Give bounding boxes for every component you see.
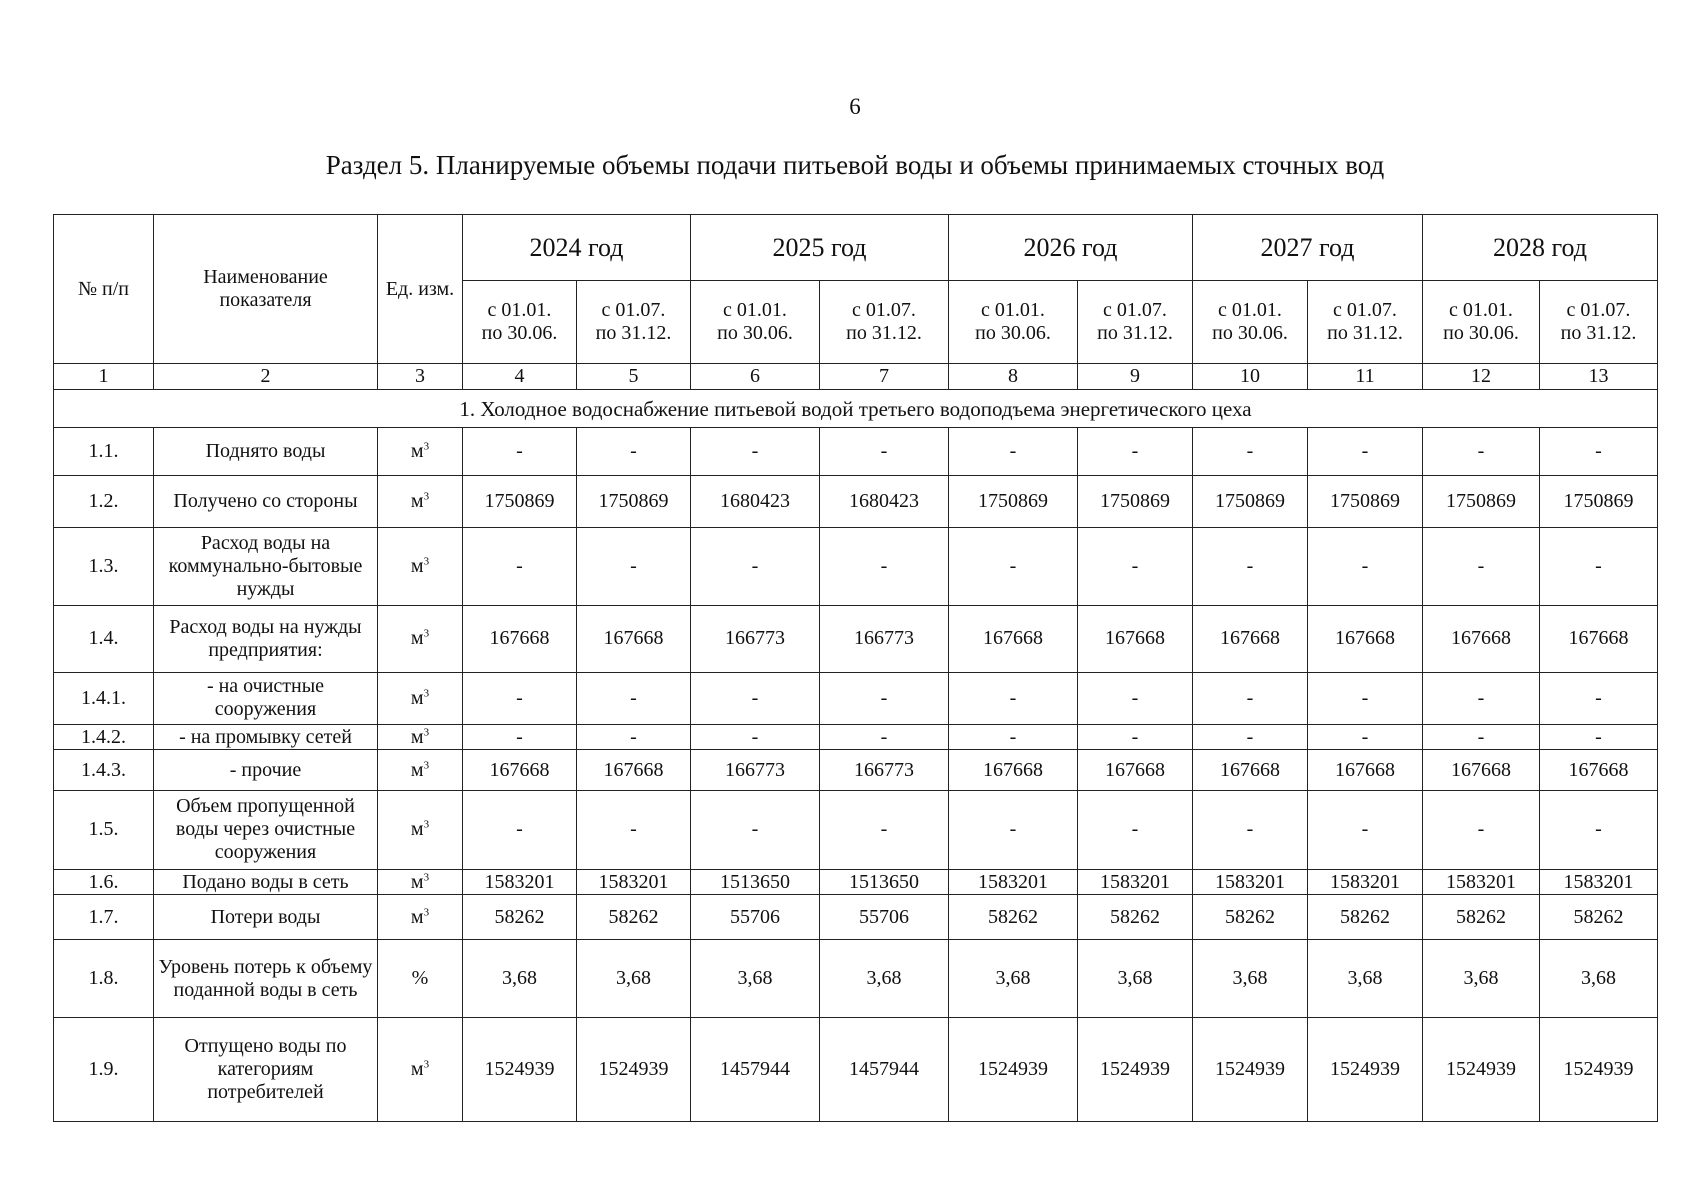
header-period xyxy=(1423,281,1540,364)
row-number: 1.6. xyxy=(54,869,154,895)
period-end: по 30.06. xyxy=(1443,322,1519,344)
value-cell: - xyxy=(1193,791,1308,869)
row-number: 1.2. xyxy=(54,475,154,528)
period-end: по 30.06. xyxy=(717,322,793,344)
unit-base: м xyxy=(410,686,424,709)
period-end: по 31.12. xyxy=(595,322,672,344)
value-cell: 1750869 xyxy=(1423,475,1540,528)
unit-base: м xyxy=(410,870,424,893)
table-row xyxy=(54,750,1658,791)
value-cell: - xyxy=(691,724,820,750)
value-cell: 166773 xyxy=(820,750,949,791)
value-cell: 1583201 xyxy=(949,869,1078,895)
value-cell: - xyxy=(463,791,577,869)
value-cell: 1750869 xyxy=(1193,475,1308,528)
column-number: 9 xyxy=(1078,364,1193,390)
value-cell: - xyxy=(1308,528,1423,605)
value-cell: 1750869 xyxy=(949,475,1078,528)
value-cell: 3,68 xyxy=(1193,940,1308,1017)
period-start: с 01.07. xyxy=(1333,299,1397,321)
value-cell: 1583201 xyxy=(577,869,691,895)
unit-superscript: 3 xyxy=(423,906,430,919)
unit-base: м xyxy=(410,627,424,650)
period-start: с 01.07. xyxy=(1566,299,1631,321)
unit-base: м xyxy=(410,1057,424,1080)
unit-base: м xyxy=(410,440,424,463)
value-cell: - xyxy=(1078,528,1193,605)
table-row xyxy=(54,869,1658,895)
section-title: Раздел 5. Планируемые объемы подачи питьевой воды и объемы принимаемых сточных вод xyxy=(325,150,1385,180)
header-row-years xyxy=(54,215,1658,281)
column-number-row xyxy=(54,364,1658,390)
table-row xyxy=(54,605,1658,673)
period-start: с 01.01. xyxy=(487,299,552,321)
value-cell: 1524939 xyxy=(1423,1017,1540,1121)
value-cell: - xyxy=(1078,428,1193,475)
table-row xyxy=(54,895,1658,940)
row-unit xyxy=(378,724,463,750)
period-start: с 01.01. xyxy=(1218,299,1282,321)
value-cell: - xyxy=(1193,724,1308,750)
column-number: 11 xyxy=(1308,364,1423,390)
value-cell: - xyxy=(1078,791,1193,869)
unit-superscript: 3 xyxy=(423,1058,430,1071)
value-cell: 1524939 xyxy=(949,1017,1078,1121)
table-row xyxy=(54,475,1658,528)
unit-base: % xyxy=(411,967,429,990)
value-cell: 167668 xyxy=(1540,605,1658,673)
unit-base: м xyxy=(410,725,424,748)
value-cell: 1750869 xyxy=(1540,475,1658,528)
value-cell: 167668 xyxy=(949,750,1078,791)
column-number: 6 xyxy=(691,364,820,390)
table-row xyxy=(54,724,1658,750)
value-cell: - xyxy=(691,673,820,725)
row-number: 1.3. xyxy=(54,528,154,605)
column-number: 4 xyxy=(463,364,577,390)
value-cell: - xyxy=(1193,528,1308,605)
row-indicator-name: Расход воды на коммунально-бытовые нужды xyxy=(154,528,378,605)
header-period xyxy=(463,281,577,364)
value-cell: 167668 xyxy=(463,750,577,791)
value-cell: 167668 xyxy=(1193,750,1308,791)
value-cell: 58262 xyxy=(1193,895,1308,940)
value-cell: - xyxy=(1308,428,1423,475)
value-cell: 167668 xyxy=(949,605,1078,673)
value-cell: - xyxy=(463,724,577,750)
row-unit xyxy=(378,428,463,475)
unit-superscript: 3 xyxy=(423,555,430,568)
period-end: по 31.12. xyxy=(846,322,922,344)
value-cell: 3,68 xyxy=(1423,940,1540,1017)
row-indicator-name: Подано воды в сеть xyxy=(154,869,378,895)
value-cell: - xyxy=(820,428,949,475)
row-indicator-name: - прочие xyxy=(154,750,378,791)
row-unit xyxy=(378,895,463,940)
value-cell: - xyxy=(1078,724,1193,750)
unit-superscript: 3 xyxy=(423,818,430,831)
value-cell: 1583201 xyxy=(1308,869,1423,895)
header-period xyxy=(1540,281,1658,364)
value-cell: - xyxy=(949,528,1078,605)
period-start: с 01.01. xyxy=(723,299,787,321)
value-cell: - xyxy=(949,791,1078,869)
value-cell: 55706 xyxy=(820,895,949,940)
row-unit xyxy=(378,1017,463,1121)
value-cell: 1524939 xyxy=(1540,1017,1658,1121)
value-cell: - xyxy=(820,528,949,605)
value-cell: 1680423 xyxy=(820,475,949,528)
value-cell: 3,68 xyxy=(691,940,820,1017)
page-number: 6 xyxy=(849,94,861,119)
row-number: 1.8. xyxy=(54,940,154,1017)
table-body xyxy=(54,364,1658,1122)
value-cell: 55706 xyxy=(691,895,820,940)
value-cell: 1524939 xyxy=(577,1017,691,1121)
value-cell: - xyxy=(1423,528,1540,605)
row-number: 1.4. xyxy=(54,605,154,673)
value-cell: - xyxy=(1193,428,1308,475)
value-cell: 58262 xyxy=(1540,895,1658,940)
value-cell: 1524939 xyxy=(463,1017,577,1121)
header-name: Наименование показателя xyxy=(154,215,378,364)
value-cell: - xyxy=(463,428,577,475)
column-number: 7 xyxy=(820,364,949,390)
value-cell: 167668 xyxy=(1193,605,1308,673)
value-cell: 1457944 xyxy=(691,1017,820,1121)
column-number: 2 xyxy=(154,364,378,390)
value-cell: 58262 xyxy=(1308,895,1423,940)
header-period xyxy=(1193,281,1308,364)
value-cell: - xyxy=(1540,724,1658,750)
column-number: 3 xyxy=(378,364,463,390)
value-cell: 1583201 xyxy=(463,869,577,895)
value-cell: 1513650 xyxy=(691,869,820,895)
row-indicator-name: Получено со стороны xyxy=(154,475,378,528)
value-cell: 167668 xyxy=(577,605,691,673)
period-end: по 31.12. xyxy=(1327,322,1403,344)
row-number: 1.1. xyxy=(54,428,154,475)
unit-superscript: 3 xyxy=(423,870,430,883)
value-cell: 58262 xyxy=(577,895,691,940)
row-unit xyxy=(378,940,463,1017)
row-number: 1.4.1. xyxy=(54,673,154,725)
header-period xyxy=(1308,281,1423,364)
row-indicator-name: Потери воды xyxy=(154,895,378,940)
row-number: 1.4.2. xyxy=(54,724,154,750)
value-cell: - xyxy=(1540,791,1658,869)
value-cell: 1583201 xyxy=(1540,869,1658,895)
value-cell: 167668 xyxy=(1308,750,1423,791)
value-cell: - xyxy=(1423,428,1540,475)
table-row xyxy=(54,791,1658,869)
row-unit xyxy=(378,869,463,895)
unit-base: м xyxy=(410,554,424,577)
header-year: 2028 год xyxy=(1423,215,1658,281)
value-cell: 167668 xyxy=(577,750,691,791)
value-cell: 166773 xyxy=(691,750,820,791)
value-cell: 167668 xyxy=(1540,750,1658,791)
row-indicator-name: Отпущено воды по категориям потребителей xyxy=(154,1017,378,1121)
value-cell: 1513650 xyxy=(820,869,949,895)
value-cell: - xyxy=(577,528,691,605)
value-cell: - xyxy=(577,791,691,869)
value-cell: 167668 xyxy=(1078,605,1193,673)
unit-superscript: 3 xyxy=(423,490,430,503)
value-cell: - xyxy=(463,673,577,725)
table-row xyxy=(54,528,1658,605)
value-cell: - xyxy=(691,528,820,605)
header-no: № п/п xyxy=(54,215,154,364)
header-year: 2024 год xyxy=(463,215,691,281)
value-cell: 58262 xyxy=(463,895,577,940)
header-year: 2025 год xyxy=(691,215,949,281)
header-unit: Ед. изм. xyxy=(378,215,463,364)
column-number: 1 xyxy=(54,364,154,390)
unit-base: м xyxy=(410,905,424,928)
value-cell: - xyxy=(1193,673,1308,725)
row-indicator-name: - на очистные сооружения xyxy=(154,673,378,725)
value-cell: 1750869 xyxy=(1308,475,1423,528)
row-indicator-name: - на промывку сетей xyxy=(154,724,378,750)
value-cell: 3,68 xyxy=(820,940,949,1017)
value-cell: - xyxy=(1308,673,1423,725)
value-cell: - xyxy=(1540,528,1658,605)
value-cell: - xyxy=(1078,673,1193,725)
value-cell: 1524939 xyxy=(1308,1017,1423,1121)
unit-base: м xyxy=(410,818,424,841)
period-end: по 31.12. xyxy=(1097,322,1173,344)
value-cell: 3,68 xyxy=(1078,940,1193,1017)
value-cell: 1583201 xyxy=(1423,869,1540,895)
row-number: 1.9. xyxy=(54,1017,154,1121)
value-cell: 1583201 xyxy=(1078,869,1193,895)
column-number: 13 xyxy=(1540,364,1658,390)
row-unit xyxy=(378,791,463,869)
header-period xyxy=(691,281,820,364)
value-cell: 58262 xyxy=(1423,895,1540,940)
row-unit xyxy=(378,750,463,791)
row-number: 1.4.3. xyxy=(54,750,154,791)
row-unit xyxy=(378,605,463,673)
value-cell: - xyxy=(949,724,1078,750)
value-cell: 3,68 xyxy=(949,940,1078,1017)
value-cell: 1524939 xyxy=(1193,1017,1308,1121)
period-start: с 01.07. xyxy=(1103,299,1167,321)
value-cell: 3,68 xyxy=(1540,940,1658,1017)
value-cell: 166773 xyxy=(691,605,820,673)
value-cell: 3,68 xyxy=(577,940,691,1017)
value-cell: 167668 xyxy=(463,605,577,673)
unit-superscript: 3 xyxy=(423,440,430,453)
unit-superscript: 3 xyxy=(423,627,430,640)
value-cell: 58262 xyxy=(1078,895,1193,940)
table-row xyxy=(54,1017,1658,1121)
value-cell: 1583201 xyxy=(1193,869,1308,895)
section-row xyxy=(54,389,1658,428)
period-start: с 01.01. xyxy=(981,299,1045,321)
value-cell: 1524939 xyxy=(1078,1017,1193,1121)
value-cell: 1457944 xyxy=(820,1017,949,1121)
value-cell: - xyxy=(577,724,691,750)
value-cell: 166773 xyxy=(820,605,949,673)
row-unit xyxy=(378,528,463,605)
row-number: 1.5. xyxy=(54,791,154,869)
unit-superscript: 3 xyxy=(423,759,430,772)
value-cell: - xyxy=(1308,791,1423,869)
table-row xyxy=(54,673,1658,725)
value-cell: - xyxy=(1540,673,1658,725)
value-cell: - xyxy=(1423,724,1540,750)
row-number: 1.7. xyxy=(54,895,154,940)
header-year: 2027 год xyxy=(1193,215,1423,281)
period-end: по 30.06. xyxy=(481,322,558,344)
table-row xyxy=(54,940,1658,1017)
unit-superscript: 3 xyxy=(423,725,430,738)
column-number: 5 xyxy=(577,364,691,390)
value-cell: 167668 xyxy=(1423,750,1540,791)
row-indicator-name: Уровень потерь к объему поданной воды в сеть xyxy=(154,940,378,1017)
header-period xyxy=(1078,281,1193,364)
header-period xyxy=(820,281,949,364)
value-cell: - xyxy=(1423,791,1540,869)
header-period xyxy=(577,281,691,364)
water-volumes-table xyxy=(53,214,1658,1122)
value-cell: - xyxy=(820,673,949,725)
value-cell: - xyxy=(1423,673,1540,725)
value-cell: 167668 xyxy=(1423,605,1540,673)
value-cell: - xyxy=(463,528,577,605)
value-cell: 58262 xyxy=(949,895,1078,940)
value-cell: - xyxy=(949,428,1078,475)
period-start: с 01.07. xyxy=(601,299,666,321)
value-cell: - xyxy=(1540,428,1658,475)
value-cell: 167668 xyxy=(1078,750,1193,791)
value-cell: 1750869 xyxy=(1078,475,1193,528)
header-period xyxy=(949,281,1078,364)
column-number: 8 xyxy=(949,364,1078,390)
value-cell: - xyxy=(577,428,691,475)
value-cell: - xyxy=(691,428,820,475)
column-number: 12 xyxy=(1423,364,1540,390)
row-unit xyxy=(378,475,463,528)
value-cell: 3,68 xyxy=(1308,940,1423,1017)
value-cell: - xyxy=(949,673,1078,725)
row-indicator-name: Объем пропущенной воды через очистные сооружения xyxy=(154,791,378,869)
value-cell: - xyxy=(820,791,949,869)
value-cell: 167668 xyxy=(1308,605,1423,673)
header-year: 2026 год xyxy=(949,215,1193,281)
period-end: по 31.12. xyxy=(1560,322,1637,344)
period-end: по 30.06. xyxy=(975,322,1051,344)
period-start: с 01.07. xyxy=(852,299,916,321)
unit-superscript: 3 xyxy=(423,687,430,700)
table-row xyxy=(54,428,1658,475)
value-cell: 1750869 xyxy=(577,475,691,528)
unit-base: м xyxy=(410,758,424,781)
row-indicator-name: Расход воды на нужды предприятия: xyxy=(154,605,378,673)
value-cell: 1750869 xyxy=(463,475,577,528)
period-start: с 01.01. xyxy=(1449,299,1513,321)
column-number: 10 xyxy=(1193,364,1308,390)
unit-base: м xyxy=(410,489,424,512)
value-cell: - xyxy=(1308,724,1423,750)
value-cell: 3,68 xyxy=(463,940,577,1017)
row-unit xyxy=(378,673,463,725)
value-cell: 1680423 xyxy=(691,475,820,528)
row-indicator-name: Поднято воды xyxy=(154,428,378,475)
section-heading: 1. Холодное водоснабжение питьевой водой третьего водоподъема энергетического цеха xyxy=(54,389,1658,428)
value-cell: - xyxy=(691,791,820,869)
value-cell: - xyxy=(820,724,949,750)
value-cell: - xyxy=(577,673,691,725)
period-end: по 30.06. xyxy=(1212,322,1288,344)
